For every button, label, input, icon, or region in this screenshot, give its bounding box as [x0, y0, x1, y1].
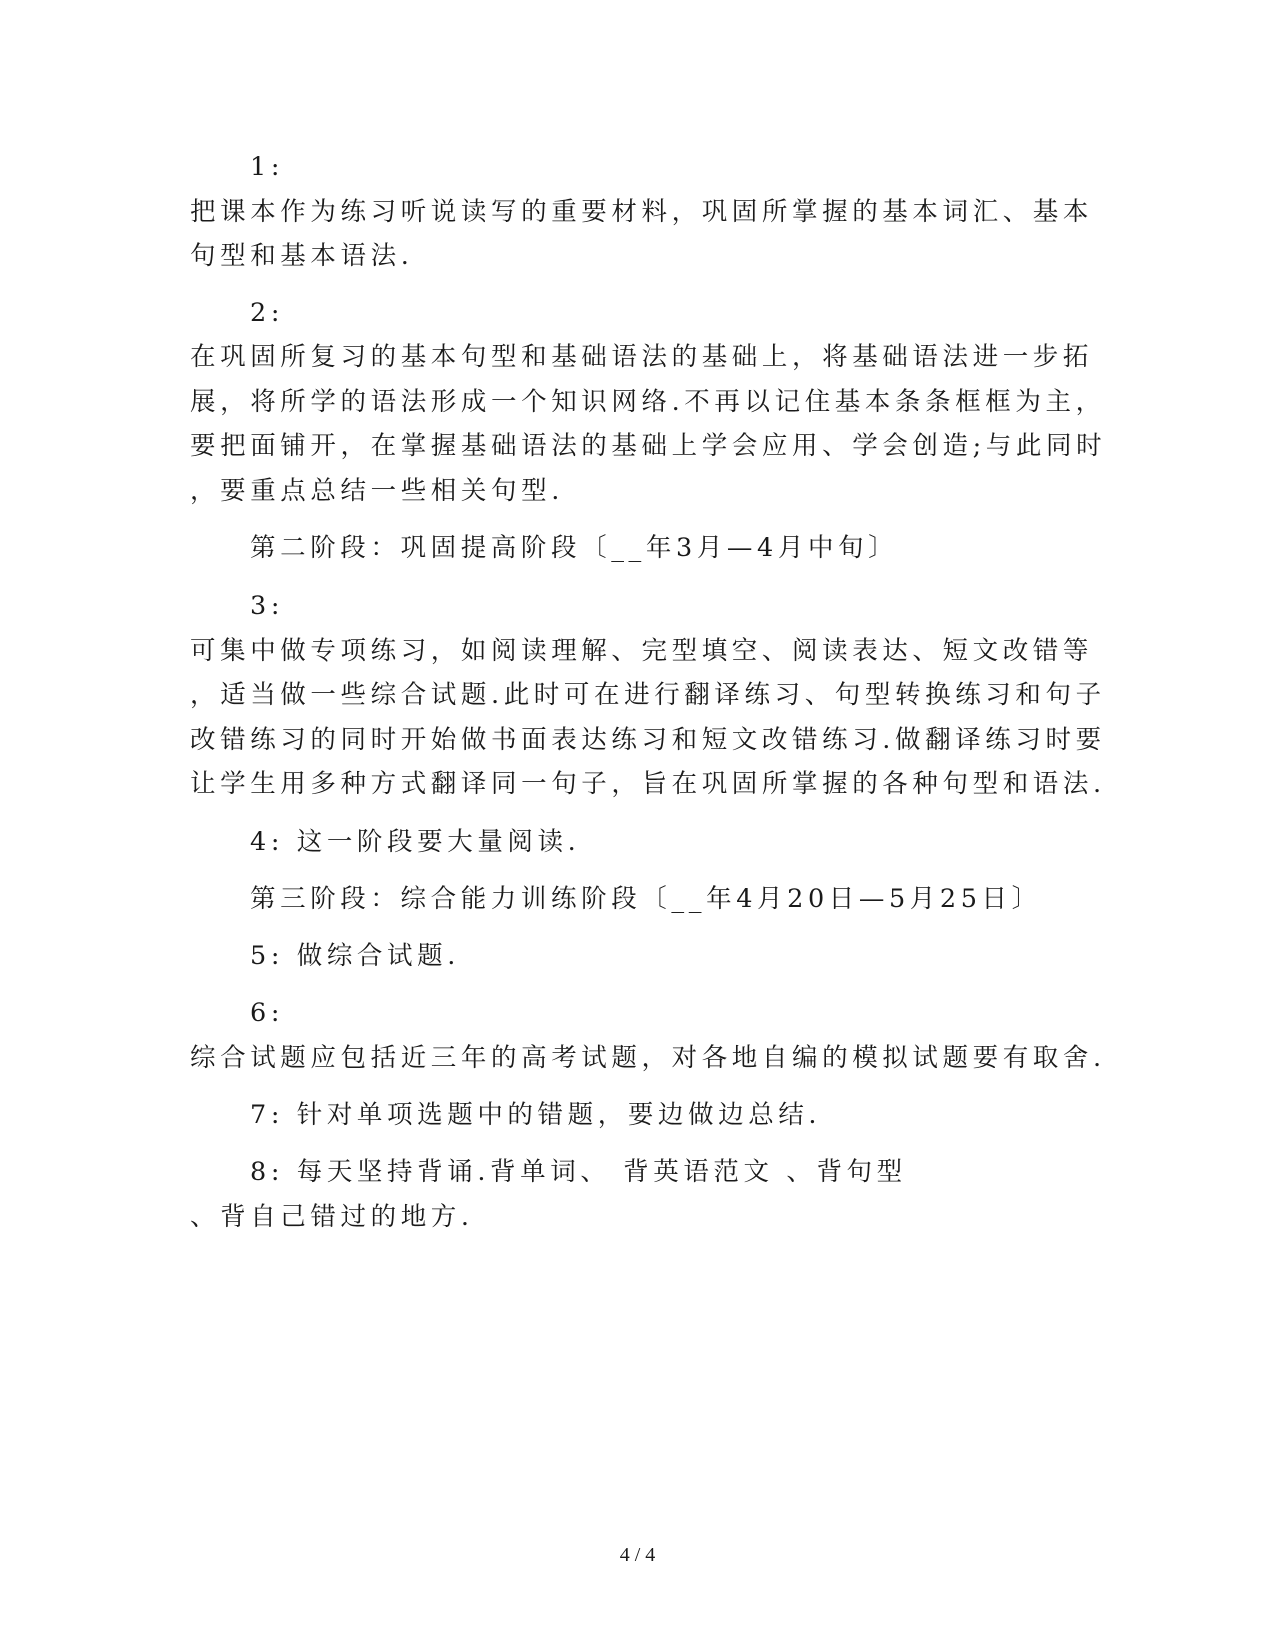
item-5: 5: 做综合试题.: [250, 941, 460, 971]
paragraph-line: 句型和基本语法.: [190, 241, 414, 271]
paragraph-line: 把课本作为练习听说读写的重要材料，巩固所掌握的基本词汇、基本: [190, 197, 1094, 227]
paragraph-line: 、背自己错过的地方.: [190, 1202, 474, 1232]
item-3-label: 3:: [250, 591, 285, 621]
paragraph-line: ，要重点总结一些相关句型.: [190, 476, 564, 506]
item-8: 8: 每天坚持背诵.背单词、 背英语范文 、背句型: [250, 1157, 907, 1187]
item-6-label: 6:: [250, 998, 285, 1028]
paragraph-line: 要把面铺开，在掌握基础语法的基础上学会应用、学会创造;与此同时: [190, 431, 1107, 461]
paragraph-line: 改错练习的同时开始做书面表达练习和短文改错练习.做翻译练习时要: [190, 725, 1106, 755]
stage-two-heading: 第二阶段：巩固提高阶段〔__年3月—4月中旬〕: [250, 533, 899, 563]
item-4: 4: 这一阶段要大量阅读.: [250, 827, 581, 857]
paragraph-line: ，适当做一些综合试题.此时可在进行翻译练习、句型转换练习和句子: [190, 680, 1106, 710]
item-1-label: 1:: [250, 152, 285, 182]
paragraph-line: 可集中做专项练习，如阅读理解、完型填空、阅读表达、短文改错等: [190, 636, 1094, 666]
stage-three-heading: 第三阶段：综合能力训练阶段〔__年4月20日—5月25日〕: [250, 884, 1042, 914]
paragraph-line: 综合试题应包括近三年的高考试题，对各地自编的模拟试题要有取舍.: [190, 1043, 1106, 1073]
paragraph-line: 在巩固所复习的基本句型和基础语法的基础上，将基础语法进一步拓: [190, 342, 1094, 372]
page-number: 4 / 4: [619, 1544, 656, 1566]
paragraph-line: 展，将所学的语法形成一个知识网络.不再以记住基本条条框框为主，: [190, 387, 1106, 417]
item-7: 7: 针对单项选题中的错题，要边做边总结.: [250, 1100, 822, 1130]
paragraph-line: 让学生用多种方式翻译同一句子，旨在巩固所掌握的各种句型和语法.: [190, 769, 1106, 799]
item-2-label: 2:: [250, 298, 285, 328]
